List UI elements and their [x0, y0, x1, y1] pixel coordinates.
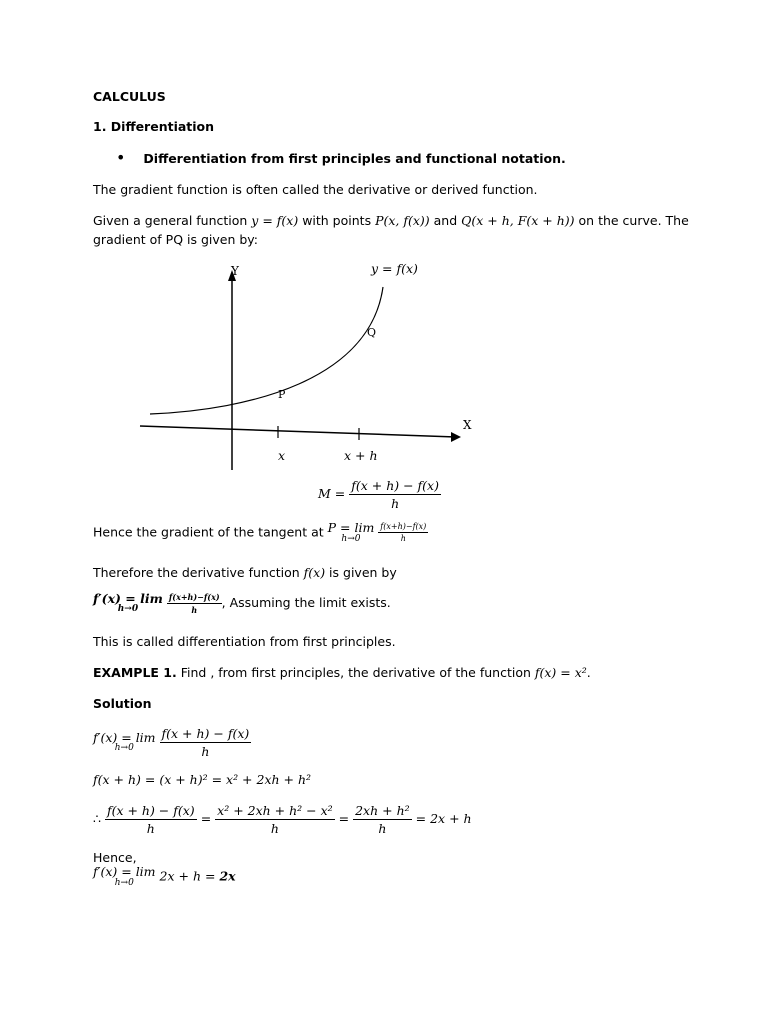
hence-label: Hence, — [93, 850, 137, 865]
derivative-intro-fx: f(x) — [303, 565, 326, 580]
point-q-label: Q — [367, 326, 377, 339]
example-label: EXAMPLE 1. — [93, 665, 177, 680]
line-c-denominator-3: h — [378, 821, 387, 836]
line-c-denominator-1: h — [146, 821, 155, 836]
tangent-gradient-line — [93, 522, 428, 544]
line-c-numerator-1: f(x + h) − f(x) — [106, 803, 195, 818]
para2-text-d: on the curve. The — [574, 213, 689, 228]
line-a-denominator: h — [201, 744, 210, 759]
line-d-sub: h→0 — [114, 877, 134, 888]
derivative-def-sub: h→0 — [117, 604, 139, 615]
derivative-definition — [93, 592, 391, 615]
line-d-middle: 2x + h = — [159, 868, 220, 884]
line-c-equals-2: = — [338, 811, 350, 826]
x-axis-label: X — [463, 418, 472, 432]
therefore-symbol: ∴ — [93, 811, 101, 826]
line-c-equals-1: = — [200, 811, 212, 826]
x-axis-arrow — [451, 432, 461, 442]
paragraph-general-function-line2: gradient of PQ is given by: — [93, 232, 258, 247]
formula-m-numerator: f(x + h) − f(x) — [351, 478, 439, 493]
line-c-numerator-3: 2xh + h² — [355, 803, 410, 818]
bullet-text: Differentiation from first principles and functional notation. — [143, 151, 566, 166]
tick-label-x-plus-h: x + h — [344, 448, 378, 463]
line-a-sub: h→0 — [114, 743, 134, 754]
example-1 — [93, 665, 591, 680]
para2-text-a: Given a general function — [93, 213, 252, 228]
derivative-intro-text-b: is given by — [325, 565, 397, 580]
tangent-lim: P = lim — [327, 520, 375, 535]
solution-line-d — [93, 866, 236, 888]
line-c-numerator-2: x² + 2xh + h² − x² — [217, 803, 333, 818]
derivative-intro-text-a: Therefore the derivative function — [93, 565, 304, 580]
document-heading: CALCULUS — [93, 89, 166, 104]
eq-point-q: Q(x + h, F(x + h)) — [461, 213, 575, 228]
line-d-result: 2x — [219, 868, 236, 884]
line-d-lhs: f′(x) = lim — [93, 864, 156, 879]
tick-label-x: x — [278, 448, 286, 463]
curve-label: y = f(x) — [371, 261, 418, 276]
tangent-denominator: h — [400, 534, 406, 544]
tangent-text: Hence the gradient of the tangent at — [93, 524, 328, 540]
first-principles-note: This is called differentiation from first principles. — [93, 634, 396, 649]
derivative-def-numerator: f(x+h)−f(x) — [168, 592, 220, 602]
tangent-lim-sub: h→0 — [341, 533, 361, 544]
eq-y-f-x: y = f(x) — [251, 213, 299, 228]
derivative-intro — [93, 565, 397, 580]
bullet-marker: • — [116, 148, 126, 167]
derivative-def-denominator: h — [191, 605, 198, 615]
line-c-denominator-2: h — [270, 821, 279, 836]
point-p-label: P — [278, 388, 286, 401]
example-text: Find , from first principles, the derivative of the function — [176, 665, 535, 680]
solution-line-a — [93, 726, 251, 759]
example-end: . — [586, 665, 591, 680]
section-title: 1. Differentiation — [93, 119, 215, 134]
x-axis — [140, 426, 456, 437]
formula-m-lhs: M = — [318, 486, 346, 501]
line-a-numerator: f(x + h) − f(x) — [161, 726, 250, 741]
eq-point-p: P(x, f(x)) — [375, 213, 430, 228]
para2-text-b: with points — [298, 213, 376, 228]
paragraph-gradient-function: The gradient function is often called the derivative or derived function. — [93, 182, 538, 197]
formula-gradient-pq — [318, 478, 441, 511]
y-axis-label: Y — [231, 264, 239, 278]
function-graph — [0, 0, 768, 480]
tangent-numerator: f(x+h)−f(x) — [380, 522, 427, 532]
line-c-result: = 2x + h — [415, 811, 472, 826]
solution-line-b: f(x + h) = (x + h)² = x² + 2xh + h² — [93, 772, 312, 787]
example-equation: f(x) = x² — [534, 665, 587, 680]
line-a-lhs: f′(x) = lim — [93, 729, 156, 745]
derivative-def-lhs: f′(x) = lim — [93, 590, 163, 606]
para2-text-c: and — [429, 213, 462, 228]
derivative-def-tail: , Assuming the limit exists. — [221, 595, 391, 610]
curve-y-f-x — [150, 287, 383, 414]
solution-heading: Solution — [93, 696, 152, 711]
solution-line-c — [93, 803, 472, 836]
formula-m-denominator: h — [391, 496, 400, 511]
